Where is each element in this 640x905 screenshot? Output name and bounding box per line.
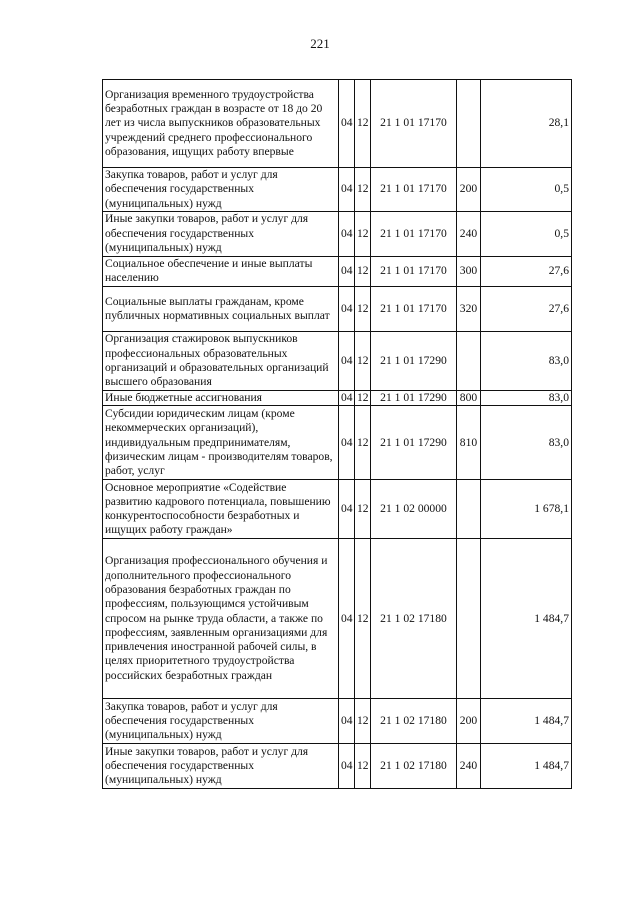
table-row [103,480,572,539]
row-name: Организация временного трудоустройства безработных граждан в возрасте от 18 до 20 лет из числа выпускников образовательных учреждений среднего профессионального образования, ищущих работу впервые [103,80,339,168]
row-subsection-code: 12 [355,211,371,256]
row-subsection-code: 12 [355,480,371,539]
row-amount: 83,0 [481,331,572,390]
row-expense-type [457,539,481,699]
row-amount: 28,1 [481,80,572,168]
row-section-code: 04 [339,406,355,480]
table-row [103,390,572,405]
row-subsection-code: 12 [355,256,371,286]
row-section-code: 04 [339,168,355,212]
row-target-code [371,168,457,212]
target-code-text: 21 1 01 17170 [380,116,447,130]
row-section-code: 04 [339,80,355,168]
row-name: Закупка товаров, работ и услуг для обеспечения государственных (муниципальных) нужд [103,699,339,744]
target-code-text: 21 1 02 17180 [380,611,447,625]
target-code-text: 21 1 01 17170 [380,226,447,240]
row-amount: 1 484,7 [481,699,572,744]
target-code-text: 21 1 01 17290 [380,435,447,449]
target-code-text: 21 1 01 17170 [380,182,447,196]
row-target-code [371,211,457,256]
row-section-code: 04 [339,331,355,390]
budget-table [102,79,572,789]
row-name: Иные закупки товаров, работ и услуг для обеспечения государственных (муниципальных) нужд [103,211,339,256]
row-section-code: 04 [339,699,355,744]
row-expense-type: 240 [457,744,481,789]
target-code-text: 21 1 01 17170 [380,264,447,278]
row-subsection-code: 12 [355,286,371,331]
row-section-code: 04 [339,390,355,405]
row-amount: 27,6 [481,256,572,286]
row-expense-type: 240 [457,211,481,256]
row-section-code: 04 [339,286,355,331]
row-name: Закупка товаров, работ и услуг для обеспечения государственных (муниципальных) нужд [103,168,339,212]
row-name: Организация профессионального обучения и дополнительного профессионального образования безработных граждан по профессиям, пользующимся устойчивым спросом на рынке труда области, а также по профессиям, заявленным организациями для привлечения иностранной рабочей силы, в целях приоритетного трудоустройства российских безработных граждан [103,539,339,699]
page-number: 221 [310,36,330,51]
row-target-code [371,331,457,390]
row-target-code [371,406,457,480]
row-name: Основное мероприятие «Содействие развитию кадрового потенциала, повышению конкурентоспособности безработных и ищущих работу граждан» [103,480,339,539]
row-subsection-code: 12 [355,744,371,789]
row-section-code: 04 [339,480,355,539]
row-section-code: 04 [339,744,355,789]
row-amount: 27,6 [481,286,572,331]
row-section-code: 04 [339,211,355,256]
table-row [103,80,572,168]
row-name: Организация стажировок выпускников профессиональных образовательных организаций и образовательных организаций высшего образования [103,331,339,390]
table-row [103,168,572,212]
row-subsection-code: 12 [355,168,371,212]
row-subsection-code: 12 [355,80,371,168]
target-code-text: 21 1 01 17170 [380,301,447,315]
row-expense-type: 810 [457,406,481,480]
table-row [103,699,572,744]
row-expense-type: 200 [457,699,481,744]
row-target-code [371,744,457,789]
row-amount: 83,0 [481,390,572,405]
row-target-code [371,699,457,744]
row-amount: 0,5 [481,211,572,256]
row-amount: 1 484,7 [481,744,572,789]
row-subsection-code: 12 [355,406,371,480]
table-row [103,286,572,331]
row-amount: 1 678,1 [481,480,572,539]
row-name: Субсидии юридическим лицам (кроме некоммерческих организаций), индивидуальным предпринимателям, физическим лицам - производителям товаров, работ, услуг [103,406,339,480]
table-row [103,256,572,286]
row-target-code [371,480,457,539]
row-expense-type: 300 [457,256,481,286]
row-expense-type: 320 [457,286,481,331]
row-name: Иные закупки товаров, работ и услуг для обеспечения государственных (муниципальных) нужд [103,744,339,789]
target-code-text: 21 1 02 17180 [380,714,447,728]
table-row [103,744,572,789]
row-name: Иные бюджетные ассигнования [103,390,339,405]
table-row [103,331,572,390]
row-section-code: 04 [339,539,355,699]
row-amount: 0,5 [481,168,572,212]
row-expense-type [457,331,481,390]
target-code-text: 21 1 01 17290 [380,353,447,367]
target-code-text: 21 1 02 00000 [380,502,447,516]
row-expense-type [457,480,481,539]
target-code-text: 21 1 02 17180 [380,759,447,773]
row-target-code [371,286,457,331]
row-subsection-code: 12 [355,331,371,390]
row-name: Социальное обеспечение и иные выплаты населению [103,256,339,286]
row-target-code [371,256,457,286]
row-expense-type: 800 [457,390,481,405]
row-amount: 1 484,7 [481,539,572,699]
table-row [103,406,572,480]
row-subsection-code: 12 [355,390,371,405]
row-amount: 83,0 [481,406,572,480]
row-subsection-code: 12 [355,539,371,699]
row-subsection-code: 12 [355,699,371,744]
row-expense-type: 200 [457,168,481,212]
target-code-text: 21 1 01 17290 [380,390,447,404]
table-row [103,211,572,256]
row-target-code [371,390,457,405]
row-name: Социальные выплаты гражданам, кроме публичных нормативных социальных выплат [103,286,339,331]
row-target-code [371,539,457,699]
table-row [103,539,572,699]
row-target-code [371,80,457,168]
row-expense-type [457,80,481,168]
row-section-code: 04 [339,256,355,286]
